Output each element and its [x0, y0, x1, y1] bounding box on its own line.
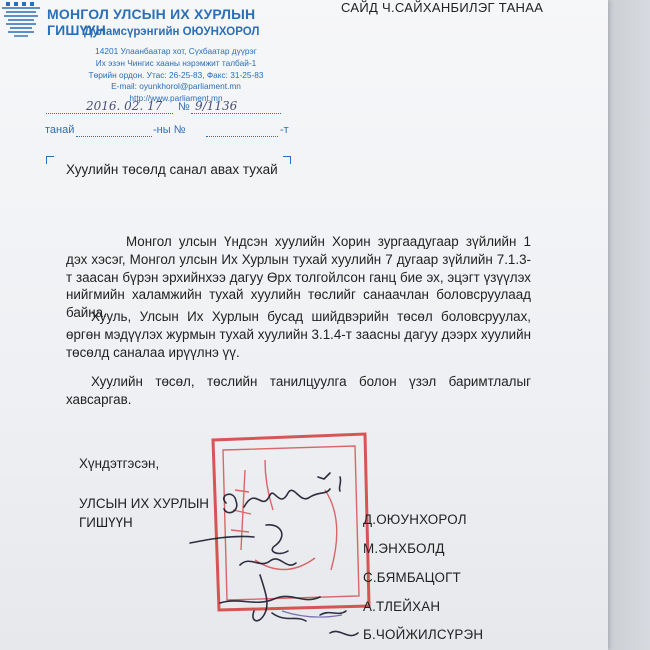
letter-subject: Хуулийн төсөлд санал авах тухай	[66, 162, 278, 177]
letterhead-member-name: Дуламсүрэнгийн ОЮУНХОРОЛ	[84, 26, 260, 38]
signatory-name: А.ТЛЕЙХАН	[363, 599, 441, 614]
signatory-name: Д.ОЮУНХОРОЛ	[363, 512, 467, 527]
bracket-top-left	[46, 156, 54, 164]
letterhead-address	[76, 46, 276, 105]
recipient-line: САЙД Ч.САЙХАНБИЛЭГ ТАНАА	[341, 0, 544, 15]
ny-label	[153, 124, 186, 136]
handwritten-signatures	[170, 465, 380, 650]
signatory-name: С.БЯМБАЦОГТ	[363, 570, 461, 585]
number-line-2	[206, 136, 278, 137]
body-paragraph: Монгол улсын Үндсэн хуулийн Хорин зургаадугаар зүйлийн 1 дэх хэсэг, Монгол улсын Их Хурлын тухай хуулийн 7 дугаар зүйлийн 7.1.3-т заасан бүрэн эрхийнхээ дагуу Өрх толгойлсон ганц бие эх, эцэгт үзүүлэх нийгмийн халамжийн тухай хуулийн төслийг санаачлан боловсруулаад байна.	[66, 234, 531, 321]
body-paragraph: Хууль, Улсын Их Хурлын бусад шийдвэрийн төсөл боловсруулах, өргөн мэдүүлэх журмын тухай хуулийн 3.1.4-т заасны дагуу дээрх хуулийн төсөлд саналаа ирүүлнэ үү.	[66, 309, 531, 360]
address-website: http://www.parliament.mn	[129, 93, 223, 104]
handwritten-date: 2016. 02. 17	[86, 99, 163, 113]
number-label-2: №	[173, 124, 186, 136]
address-line: 14201 Улаанбаатар хот, Сүхбаатар дүүрэг	[95, 46, 257, 56]
number-line	[191, 113, 281, 114]
ny-label-text: -ны	[153, 124, 171, 136]
signatory-name: М.ЭНХБОЛД	[363, 541, 445, 556]
signer-title-line: УЛСЫН ИХ ХУРЛЫН	[79, 496, 209, 511]
closing-regards: Хүндэтгэсэн,	[79, 456, 160, 471]
address-line: Их эзэн Чингис хааны нэрэмжит талбай-1	[95, 57, 257, 68]
signer-title-line: ГИШҮҮН	[79, 515, 133, 530]
number-label: №	[178, 101, 190, 113]
body-paragraph: Хуулийн төсөл, төслийн танилцуулга болон үзэл баримтлалыг хавсаргав.	[66, 374, 531, 407]
tanai-label: танай	[45, 124, 75, 136]
parliament-emblem-icon	[0, 0, 42, 40]
bracket-top-right	[283, 156, 291, 164]
address-email: E-mail: oyunkhorol@parliament.mn	[111, 81, 241, 92]
handwritten-number: 9/1136	[195, 99, 238, 113]
date-line	[46, 113, 173, 114]
signatory-name: Б.ЧОЙЖИЛСҮРЭН	[363, 627, 484, 642]
letterhead-title: МОНГОЛ УЛСЫН ИХ ХУРЛЫН ГИШҮҮН	[47, 6, 256, 38]
t-label: -т	[280, 124, 289, 136]
tanai-line	[76, 136, 152, 137]
address-line: Төрийн ордон. Утас: 26-25-83, Факс: 31-25-83	[88, 69, 264, 80]
